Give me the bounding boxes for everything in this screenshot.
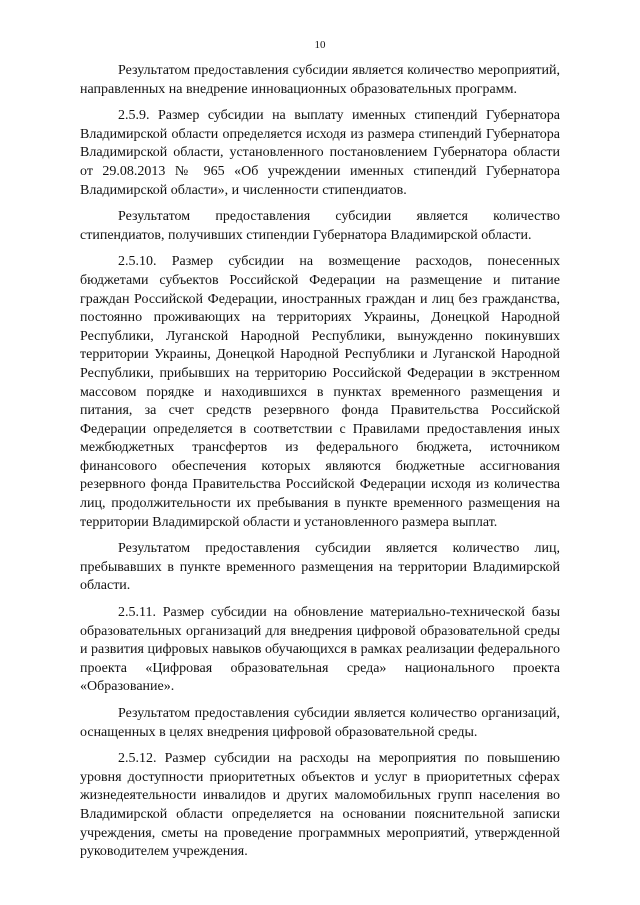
paragraph-2-5-11-digital-environment: 2.5.11. Размер субсидии на обновление материально-технической базы образовательных организаций для внедрения цифровой образовательной среды и развития цифровых навыков обучающихся в рамках реализации федерального проекта «Цифровая образовательная среда» национального проекта «Образование».	[80, 605, 560, 695]
paragraph-result-innovation-programs: Результатом предоставления субсидии является количество мероприятий, направленных на внедрение инновационных образовательных программ.	[80, 63, 560, 97]
paragraph-result-equipped-organizations: Результатом предоставления субсидии является количество организаций, оснащенных в целях внедрения цифровой образовательной среды.	[80, 706, 560, 740]
paragraph-2-5-12-accessibility: 2.5.12. Размер субсидии на расходы на мероприятия по повышению уровня доступности приоритетных объектов и услуг в приоритетных сферах жизнедеятельности инвалидов и других маломобильных групп населения во Владимирской области определяется на основании пояснительной записки учреждения, сметы на проведение программных мероприятий, утвержденной руководителем учреждения.	[80, 751, 560, 860]
paragraph-2-5-9-governor-scholarships: 2.5.9. Размер субсидии на выплату именных стипендий Губернатора Владимирской области определяется исходя из размера стипендий Губернатора Владимирской области, установленного постановлением Губернатора области от 29.08.2013 № 965 «Об учреждении именных стипендий Губернатора Владимирской области», и численности стипендиатов.	[80, 108, 560, 198]
paragraph-result-scholarship-recipients: Результатом предоставления субсидии является количество стипендиатов, получивших стипендии Губернатора Владимирской области.	[80, 209, 560, 243]
document-body	[80, 62, 560, 870]
page-number: 10	[314, 39, 326, 51]
paragraph-2-5-10-temporary-accommodation: 2.5.10. Размер субсидии на возмещение расходов, понесенных бюджетами субъектов Российской Федерации на размещение и питание граждан Российской Федерации, иностранных граждан и лиц без гражданства, постоянно проживающих на территориях Украины, Донецкой Народной Республики, Луганской Народной Республики, вынужденно покинувших территории Украины, Донецкой Народной Республики и Луганской Народной Республики, прибывших на территорию Российской Федерации в экстренном массовом порядке и находившихся в пунктах временного размещения и питания, за счет средств резервного фонда Правительства Российской Федерации определяется в соответствии с Правилами предоставления иных межбюджетных трансфертов из федерального бюджета, источником финансового обеспечения которых являются бюджетные ассигнования резервного фонда Правительства Российской Федерации исходя из количества лиц, продолжительности их пребывания в пункте временного размещения на территории Владимирской области и установленного размера выплат.	[80, 254, 560, 530]
paragraph-result-persons-accommodated: Результатом предоставления субсидии является количество лиц, пребывавших в пункте временного размещения на территории Владимирской области.	[80, 541, 560, 594]
